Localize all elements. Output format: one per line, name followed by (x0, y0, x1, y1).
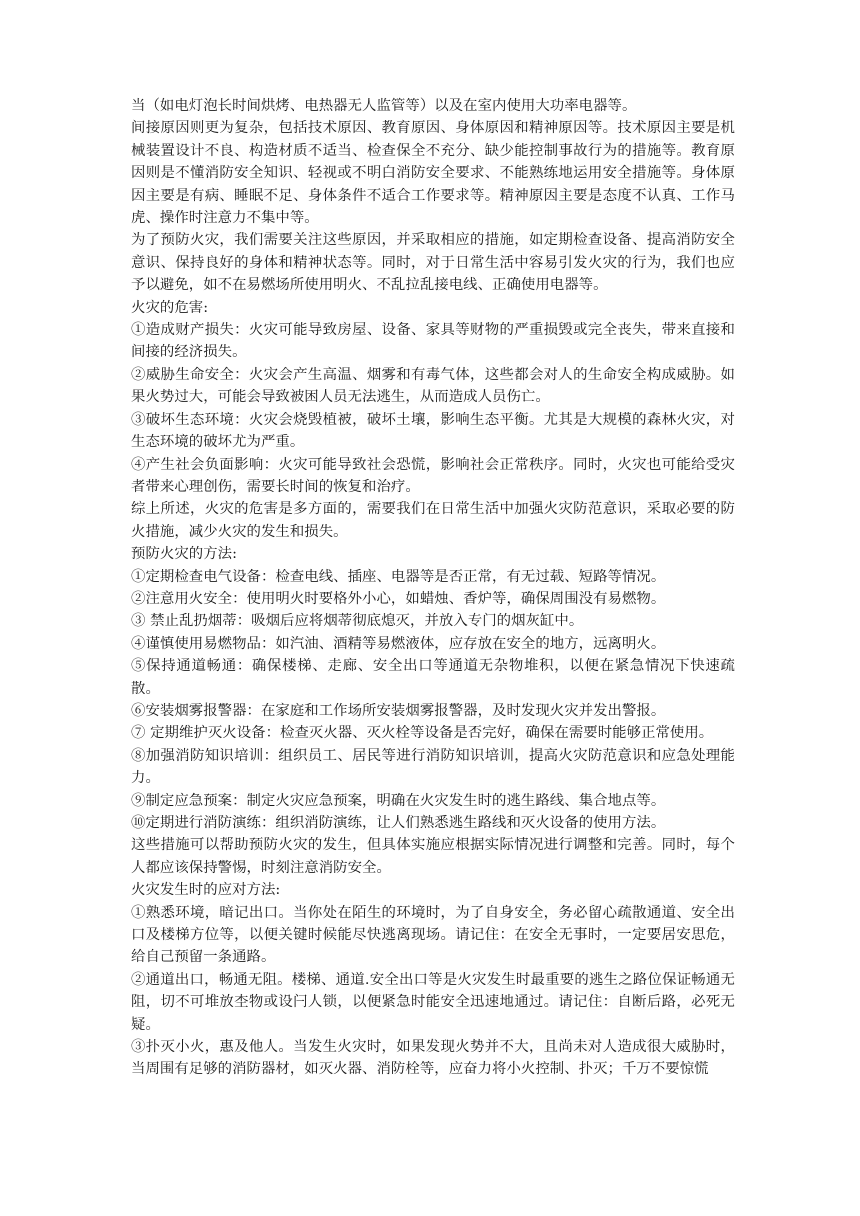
heading-emergency-response: 火灾发生时的应对方法: (131, 882, 281, 899)
document-body (131, 95, 735, 1081)
hazard-item-2: ②威胁生命安全：火灾会产生高温、烟雾和有毒气体，这些都会对人的生命安全构成威胁。如果火势过大，可能会导致被困人员无法逃生，从而造成人员伤亡。 (131, 366, 735, 406)
heading-prevention-methods: 预防火灾的方法: (131, 546, 237, 563)
prevention-item-4: ④谨慎使用易燃物品：如汽油、酒精等易燃液体，应存放在安全的地方，远离明火。 (131, 635, 666, 652)
hazard-item-4: ④产生社会负面影响：火灾可能导致社会恐慌，影响社会正常秩序。同时，火灾也可能给受灾者带来心理创伤，需要长时间的恢复和治疗。 (131, 456, 735, 495)
prevention-item-10: ⑩定期进行消防演练：组织消防演练，让人们熟悉逃生路线和灭火设备的使用方法。 (131, 815, 666, 831)
response-item-1: ①熟悉环境，暗记出口。当你处在陌生的环境时，为了自身安全，务必留心疏散通道、安全出口及楼梯方位等，以便关键时候能尽快逃离现场。请记住：在安全无事时，一定要居安思危，给自己预留一条通路。 (131, 904, 735, 966)
prevention-item-6: ⑥安装烟雾报警器：在家庭和工作场所安装烟雾报警器，及时发现火灾并发出警报。 (131, 702, 666, 719)
prevention-item-9: ⑨制定应急预案：制定火灾应急预案，明确在火灾发生时的逃生路线、集合地点等。 (131, 792, 666, 809)
heading-fire-hazards: 火灾的危害: (131, 299, 209, 316)
prevention-item-5: ⑤保持通道畅通：确保楼梯、走廊、安全出口等通道无杂物堆积，以便在紧急情况下快速疏散。 (131, 658, 735, 697)
hazard-item-1: ①造成财产损失：火灾可能导致房屋、设备、家具等财物的严重损毁或完全丧失，带来直接和间接的经济损失。 (131, 322, 735, 361)
response-item-2: ②通道出口，畅通无阻。楼梯、通道.安全出口等是火灾发生时最重要的逃生之路位保证畅通无阻，切不可堆放杢物或设闩人锁，以便紧急时能安全迅速地通过。请记住：自断后路，必死无疑。 (131, 971, 735, 1033)
prevention-item-2: ②注意用火安全：使用明火时要格外小心，如蜡烛、香炉等，确保周围没有易燃物。 (131, 590, 666, 607)
response-item-3: ③扑灭小火，惠及他人。当发生火灾时，如果发现火势并不大，且尚未对人造成很大威胁时，当周围有足够的消防器材，如灭火器、消防栓等，应奋力将小火控制、扑灭；千万不要惊慌 (131, 1039, 735, 1078)
paragraph-hazard-conclusion: 综上所述，火灾的危害是多方面的，需要我们在日常生活中加强火灾防范意识，采取必要的防火措施，减少火灾的发生和损失。 (131, 501, 735, 540)
hazard-item-3: ③破坏生态环境：火灾会烧毁植被，破坏土壤，影响生态平衡。尤其是大规模的森林火灾，对生态环境的破坏尤为严重。 (131, 411, 735, 451)
paragraph-indirect-causes: 间接原因则更为复杂，包括技术原因、教育原因、身体原因和精神原因等。技术原因主要是机械装置设计不良、构造材质不适当、检查保全不充分、缺少能控制事故行为的措施等。教育原因则是不懂消防安全知识、轻视或不明白消防安全要求、不能熟练地运用安全措施等。身体原因主要是有病、睡眠不足、身体条件不适合工作要求等。精神原因主要是态度不认真、工作马虎、操作时注意力不集中等。 (131, 120, 735, 227)
paragraph-prevention-summary: 为了预防火灾，我们需要关注这些原因，并采取相应的措施，如定期检查设备、提高消防安全意识、保持良好的身体和精神状态等。同时，对于日常生活中容易引发火灾的行为，我们也应予以避免，如不在易燃场所使用明火、不乱拉乱接电线、正确使用电器等。 (131, 232, 735, 294)
paragraph-cause-continuation: 当（如电灯泡长时间烘烤、电热器无人监管等）以及在室内使用大功率电器等。 (131, 98, 637, 114)
paragraph-prevention-conclusion: 这些措施可以帮助预防火灾的发生，但具体实施应根据实际情况进行调整和完善。同时，每个人都应该保持警惕，时刻注意消防安全。 (131, 837, 735, 876)
prevention-item-1: ①定期检查电气设备：检查电线、插座、电器等是否正常，有无过载、短路等情况。 (131, 568, 666, 585)
prevention-item-8: ⑧加强消防知识培训：组织员工、居民等进行消防知识培训，提高火灾防范意识和应急处理能力。 (131, 747, 735, 787)
prevention-item-3: ③ 禁止乱扔烟蒂：吸烟后应将烟蒂彻底熄灭，并放入专门的烟灰缸中。 (131, 613, 584, 630)
prevention-item-7: ⑦ 定期维护灭火设备：检查灭火器、灭火栓等设备是否完好，确保在需要时能够正常使用。 (131, 725, 714, 742)
